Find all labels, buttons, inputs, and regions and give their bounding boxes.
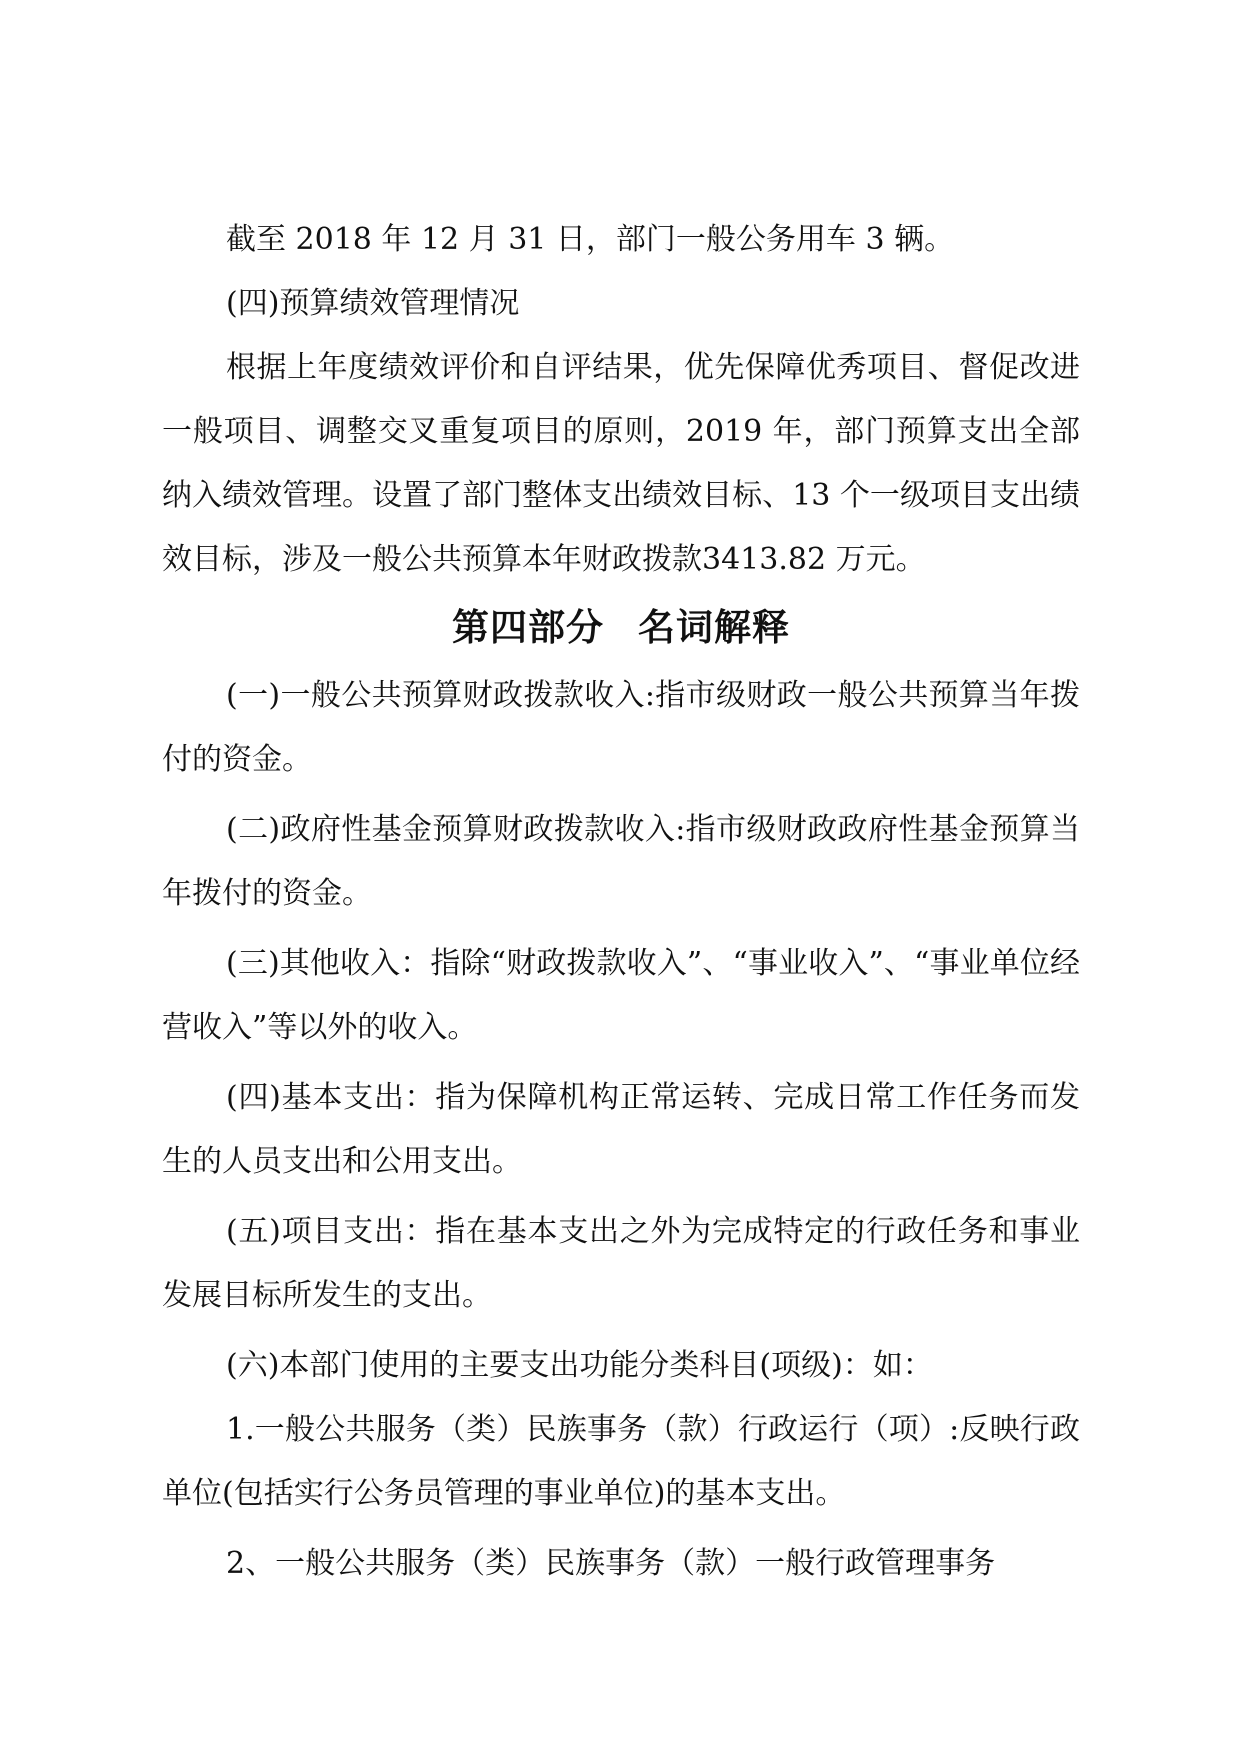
document-page: [162, 208, 1080, 1596]
definition-item-2: 2、一般公共服务（类）民族事务（款）一般行政管理事务: [226, 1546, 996, 1581]
definition-project-expenditure: (五)项目支出：指在基本支出之外为完成特定的行政任务和事业发展目标所发生的支出。: [162, 1214, 1080, 1313]
section-heading: [162, 592, 1080, 664]
definition-general-budget: (一)一般公共预算财政拨款收入:指市级财政一般公共预算当年拨付的资金。: [162, 678, 1080, 777]
paragraph-vehicles: 截至 2018 年 12 月 31 日，部门一般公务用车 3 辆。: [226, 222, 955, 257]
definition-item-1: 1.一般公共服务（类）民族事务（款）行政运行（项）:反映行政单位(包括实行公务员管理的事业单位)的基本支出。: [162, 1412, 1080, 1511]
definition-other-income: (三)其他收入：指除“财政拨款收入”、“事业收入”、“事业单位经营收入”等以外的收入。: [162, 946, 1080, 1045]
section-heading-title: 名词解释: [638, 606, 790, 649]
definition-basic-expenditure: (四)基本支出：指为保障机构正常运转、完成日常工作任务而发生的人员支出和公用支出。: [162, 1080, 1080, 1179]
paragraph-performance: 根据上年度绩效评价和自评结果，优先保障优秀项目、督促改进一般项目、调整交叉重复项目的原则，2019 年，部门预算支出全部纳入绩效管理。设置了部门整体支出绩效目标、13 个一级项目支出绩效目标，涉及一般公共预算本年财政拨款3413.82 万元。: [162, 350, 1080, 577]
subheading-performance: (四)预算绩效管理情况: [226, 286, 520, 321]
definition-fund-budget: (二)政府性基金预算财政拨款收入:指市级财政政府性基金预算当年拨付的资金。: [162, 812, 1080, 911]
section-heading-part: 第四部分: [452, 606, 604, 649]
definition-function-categories: (六)本部门使用的主要支出功能分类科目(项级)：如：: [226, 1348, 933, 1383]
